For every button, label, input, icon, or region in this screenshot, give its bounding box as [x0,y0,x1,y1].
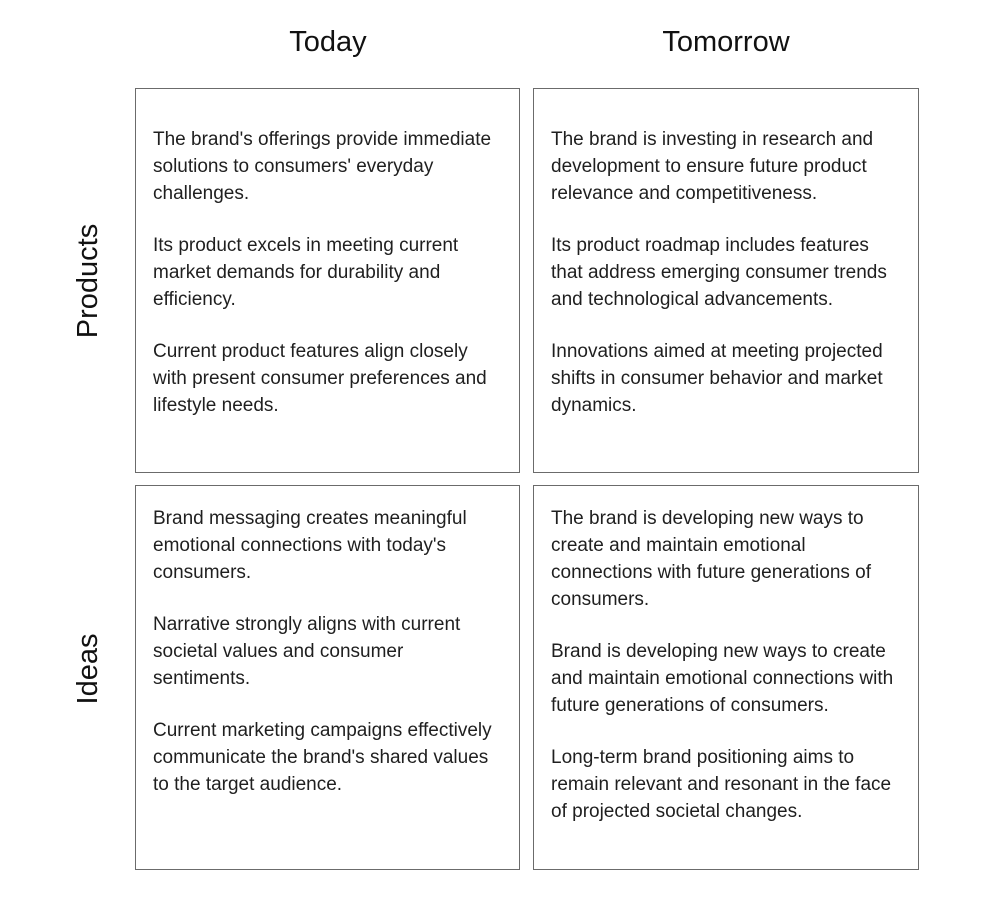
cell-products-today [135,88,520,473]
cell-ideas-today-content [153,505,505,798]
ideas-today-point-3: Current marketing campaigns effectively communicate the brand's shared values to the target audience. [153,720,492,795]
row-label-products: Products [72,223,104,339]
products-tomorrow-point-3: Innovations aimed at meeting projected shifts in consumer behavior and market dynamics. [551,341,883,416]
products-today-point-1: The brand's offerings provide immediate solutions to consumers' everyday challenges. [153,129,492,204]
ideas-tomorrow-point-2: Brand is developing new ways to create and maintain emotional connections with future generations of consumers. [551,641,894,716]
row-label-ideas: Ideas [72,633,104,705]
products-tomorrow-point-1: The brand is investing in research and development to ensure future product relevance and competitiveness. [551,129,874,204]
products-tomorrow-point-2: Its product roadmap includes features that address emerging consumer trends and technological advancements. [551,235,887,310]
column-header-tomorrow: Tomorrow [662,26,790,58]
products-today-point-2: Its product excels in meeting current market demands for durability and efficiency. [153,235,459,310]
cell-ideas-tomorrow-content [551,505,904,825]
cell-ideas-tomorrow [533,485,919,870]
products-today-point-3: Current product features align closely with present consumer preferences and lifestyle needs. [153,341,487,416]
column-header-today: Today [289,26,367,58]
ideas-tomorrow-point-3: Long-term brand positioning aims to remain relevant and resonant in the face of projected societal changes. [551,747,892,822]
cell-products-today-content [153,126,505,419]
cell-ideas-today [135,485,520,870]
ideas-today-point-1: Brand messaging creates meaningful emotional connections with today's consumers. [153,508,467,583]
cell-products-tomorrow-content [551,126,904,419]
cell-products-tomorrow [533,88,919,473]
ideas-today-point-2: Narrative strongly aligns with current societal values and consumer sentiments. [153,614,461,689]
ideas-tomorrow-point-1: The brand is developing new ways to create and maintain emotional connections with future generations of consumers. [551,508,872,610]
